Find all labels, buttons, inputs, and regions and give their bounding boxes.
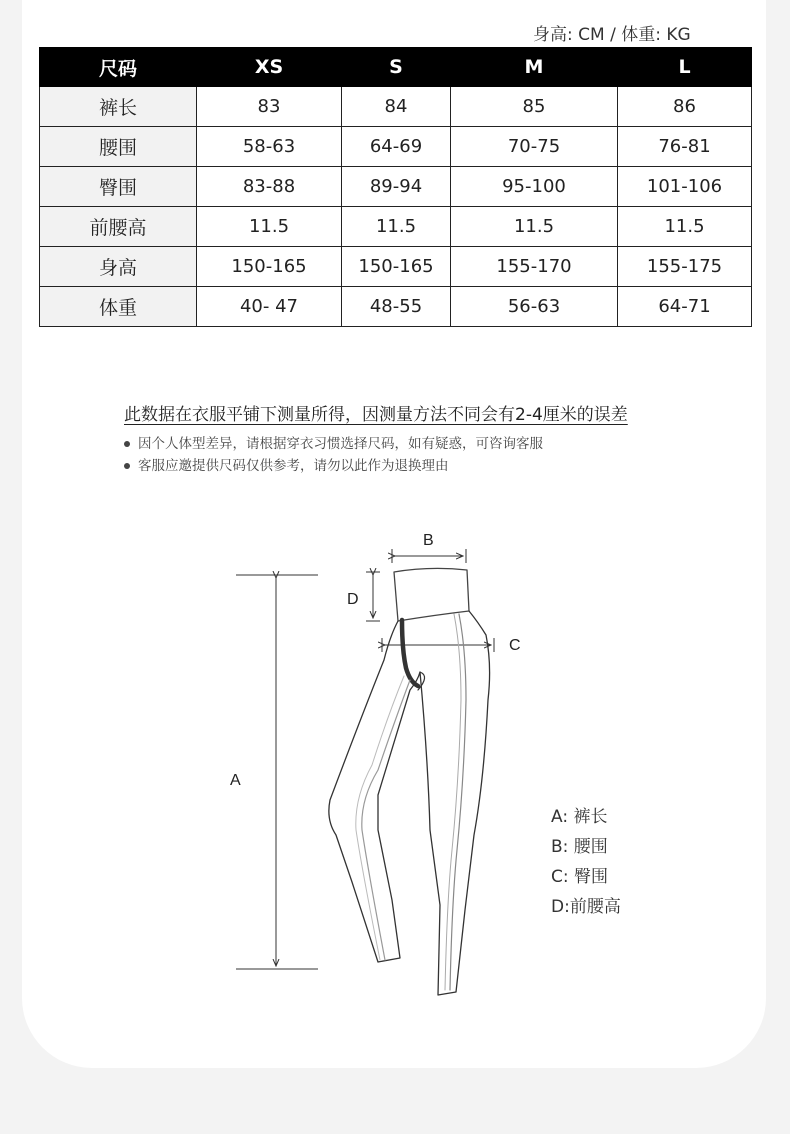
dimension-a bbox=[230, 575, 318, 969]
table-cell: 70-75 bbox=[451, 127, 618, 167]
dimension-legend bbox=[551, 802, 621, 922]
header-cell: S bbox=[342, 48, 451, 87]
dimension-b bbox=[392, 532, 466, 563]
label-a: A bbox=[230, 772, 241, 789]
row-label: 前腰高 bbox=[40, 207, 197, 247]
header-cell: XS bbox=[197, 48, 342, 87]
table-cell: 64-71 bbox=[618, 287, 752, 327]
table-cell: 56-63 bbox=[451, 287, 618, 327]
row-label: 臀围 bbox=[40, 167, 197, 207]
table-cell: 84 bbox=[342, 87, 451, 127]
header-cell: L bbox=[618, 48, 752, 87]
legend-item-b: B: 腰围 bbox=[551, 837, 608, 857]
row-label: 腰围 bbox=[40, 127, 197, 167]
legend-item-c: C: 臀围 bbox=[551, 867, 609, 887]
table-cell: 11.5 bbox=[618, 207, 752, 247]
note-text: 因个人体型差异，请根据穿衣习惯选择尺码，如有疑惑，可咨询客服 bbox=[138, 436, 543, 452]
table-cell: 11.5 bbox=[342, 207, 451, 247]
table-cell: 83 bbox=[197, 87, 342, 127]
table-cell: 155-170 bbox=[451, 247, 618, 287]
table-cell: 101-106 bbox=[618, 167, 752, 207]
table-cell: 76-81 bbox=[618, 127, 752, 167]
header-cell: 尺码 bbox=[40, 48, 197, 87]
table-cell: 11.5 bbox=[197, 207, 342, 247]
label-d: D bbox=[347, 591, 359, 608]
table-cell: 83-88 bbox=[197, 167, 342, 207]
row-label: 体重 bbox=[40, 287, 197, 327]
legend-item-a: A: 裤长 bbox=[551, 807, 608, 827]
label-c: C bbox=[509, 637, 521, 654]
leggings-illustration bbox=[329, 568, 490, 995]
table-cell: 86 bbox=[618, 87, 752, 127]
table-cell: 150-165 bbox=[342, 247, 451, 287]
legend-item-d: D:前腰高 bbox=[551, 897, 621, 917]
table-cell: 11.5 bbox=[451, 207, 618, 247]
table-cell: 89-94 bbox=[342, 167, 451, 207]
table-cell: 64-69 bbox=[342, 127, 451, 167]
dimension-d bbox=[347, 572, 380, 621]
header-cell: M bbox=[451, 48, 618, 87]
table-cell: 48-55 bbox=[342, 287, 451, 327]
row-label: 身高 bbox=[40, 247, 197, 287]
measurement-note-title: 此数据在衣服平铺下测量所得，因测量方法不同会有2-4厘米的误差 bbox=[124, 405, 628, 425]
table-cell: 150-165 bbox=[197, 247, 342, 287]
table-cell: 85 bbox=[451, 87, 618, 127]
unit-note: 身高: CM / 体重: KG bbox=[533, 25, 691, 45]
table-cell: 40- 47 bbox=[197, 287, 342, 327]
table-cell: 58-63 bbox=[197, 127, 342, 167]
label-b: B bbox=[423, 532, 434, 549]
table-cell: 95-100 bbox=[451, 167, 618, 207]
row-label: 裤长 bbox=[40, 87, 197, 127]
table-cell: 155-175 bbox=[618, 247, 752, 287]
note-text: 客服应邀提供尺码仅供参考，请勿以此作为退换理由 bbox=[138, 458, 449, 474]
